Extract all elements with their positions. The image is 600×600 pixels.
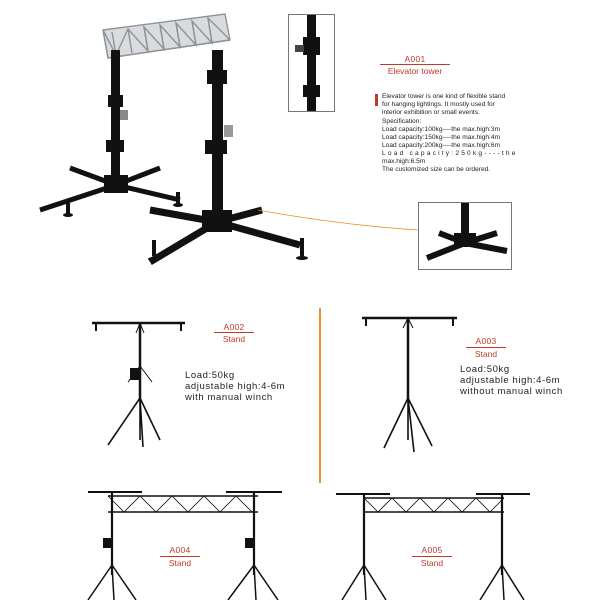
spec-line: max.high:6.5m [382,158,426,165]
a002-name: Stand [214,332,254,344]
description-line: interior exhibition or small events. [382,109,480,116]
spec-line: adjustable high:4-6m [460,375,561,386]
a003-code: A003 [475,336,497,346]
spec-line: Load capacity:150kg----the max.high:4m [382,134,501,141]
spec-line: Load capacity:200kg----the max.high:6m [382,142,501,149]
spec-line: Load:50kg [460,364,510,375]
a002-code: A002 [223,322,245,332]
spec-heading: Specification: [382,118,422,125]
a004-name: Stand [160,556,200,568]
a003-name: Stand [466,347,506,359]
spec-line: adjustable high:4-6m [185,381,286,392]
spec-line: Load capacity:100kg----the max.high:3m [382,126,501,133]
a001-name: Elevator tower [380,64,450,76]
a005-code: A005 [421,545,443,555]
a005-name: Stand [412,556,452,568]
description-line: Elevator tower is one kind of flexible stand [382,93,506,100]
spec-line: Load:50kg [185,370,235,381]
a001-code: A001 [404,54,426,64]
custom-note: The customized size can be ordered. [382,166,491,173]
description-line: for hanging lightings. It mostly used for [382,101,495,108]
spec-line: Load capacity:250kg----the [382,150,518,157]
spec-line: without manual winch [460,386,563,397]
spec-line: with manual winch [185,392,273,403]
a004-code: A004 [169,545,191,555]
